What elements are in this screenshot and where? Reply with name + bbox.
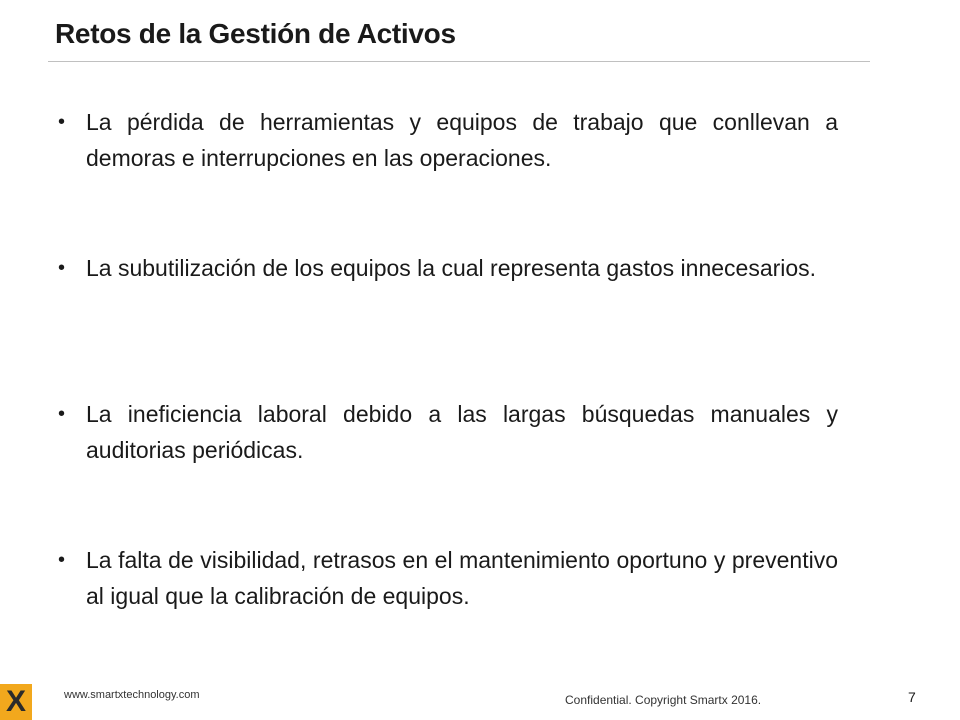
bullet-item: [58, 396, 838, 468]
smartx-logo: [0, 684, 32, 720]
bullet-icon: •: [58, 111, 66, 133]
bullet-text: La subutilización de los equipos la cual representa gastos innecesarios.: [86, 255, 817, 281]
bullet-icon: •: [58, 403, 66, 425]
footer-website-link[interactable]: www.smartxtechnology.com: [64, 689, 200, 701]
bullet-text: La pérdida de herramientas y equipos de trabajo que conllevan a demoras e interrupciones en las operaciones.: [86, 109, 838, 171]
bullet-icon: •: [58, 257, 66, 279]
title-divider: [48, 61, 870, 62]
bullet-text: La falta de visibilidad, retrasos en el mantenimiento oportuno y preventivo al igual que la calibración de equipos.: [86, 547, 838, 609]
bullet-item: [58, 250, 838, 286]
bullet-item: [58, 542, 838, 614]
bullet-text: La ineficiencia laboral debido a las largas búsquedas manuales y auditorias periódicas.: [86, 401, 838, 463]
page-number: 7: [908, 689, 916, 705]
bullet-icon: •: [58, 549, 66, 571]
slide-title: Retos de la Gestión de Activos: [55, 18, 456, 49]
bullet-item: [58, 104, 838, 176]
footer-confidential-notice: Confidential. Copyright Smartx 2016.: [565, 693, 762, 707]
logo-letter: X: [5, 685, 26, 718]
